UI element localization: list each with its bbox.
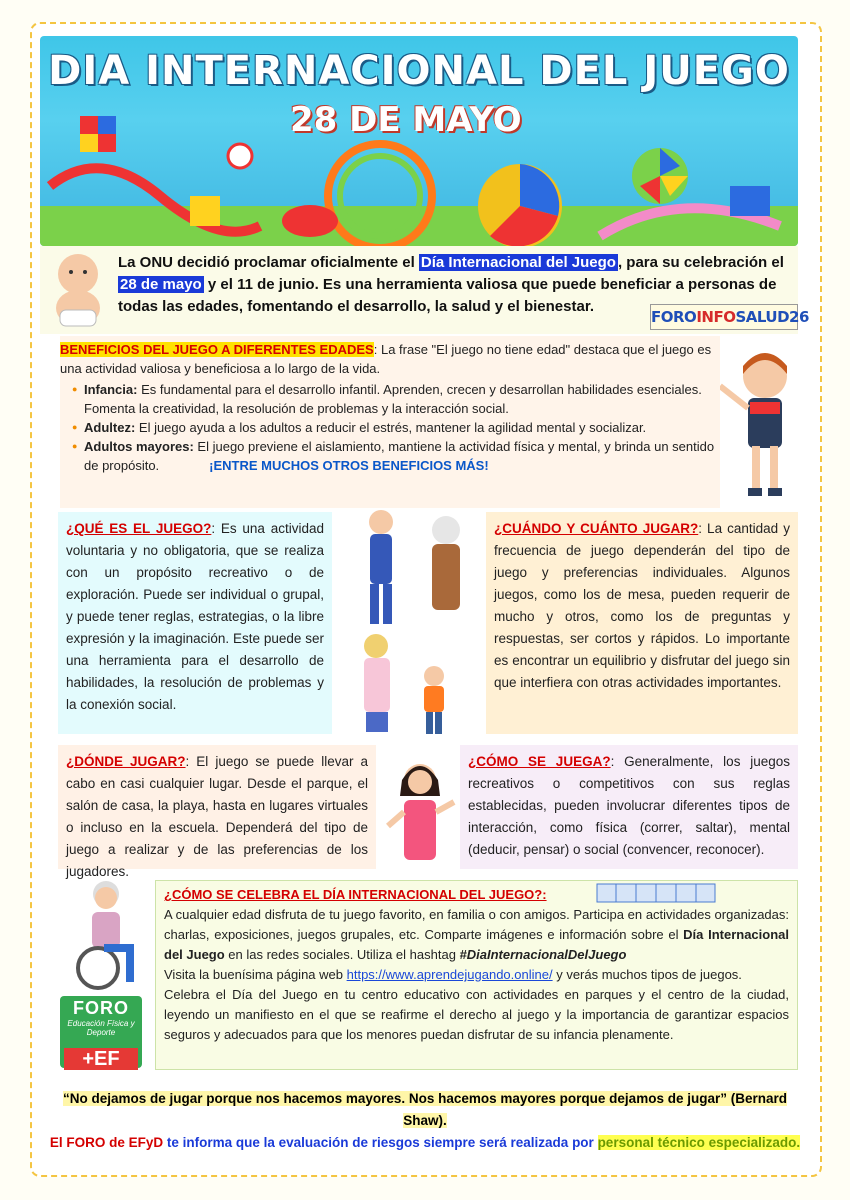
cuando-heading: ¿CUÁNDO Y CUÁNTO JUGAR? — [494, 521, 699, 536]
more-benefits-text: ¡ENTRE MUCHOS OTROS BENEFICIOS MÁS! — [209, 458, 489, 473]
wheelchair-illustration — [62, 878, 150, 990]
celebra-heading: ¿CÓMO SE CELEBRA EL DÍA INTERNACIONAL DEL JUEGO?: — [164, 887, 547, 902]
logo-part-3: SALUD26 — [735, 308, 809, 326]
footer — [40, 1088, 810, 1154]
bird-toy — [282, 205, 338, 237]
que-es-heading: ¿QUÉ ES EL JUEGO? — [66, 521, 212, 536]
intro-text-2: , para su celebración el — [617, 254, 784, 271]
footer-quote: “No dejamos de jugar porque nos hacemos mayores. Nos hacemos mayores porque dejamos de jugar” (Bernard Shaw). — [63, 1091, 787, 1128]
footer-org: El FORO de EFyD — [49, 1135, 164, 1150]
banner-title: DIA INTERNACIONAL DEL JUEGO — [48, 48, 790, 94]
baby-illustration — [46, 250, 110, 330]
block-toy — [730, 186, 770, 216]
benefits-intro-text: : La frase "El juego no tiene edad" destaca que el juego es una actividad valiosa y beneficiosa a lo largo de la vida. — [60, 342, 712, 376]
celebra-p3: Celebra el Día del Juego en tu centro educativo con actividades en parques y el centro de la ciudad, leyendo un manifiesto en el que se reafirme el derecho al juego y la importancia de garantizar espacios seguros y adecuados para que los menores puedan disfrutar de su infancia plenamente. — [164, 987, 789, 1042]
intro-text-3: y el 11 de junio. Es una herramienta valiosa que puede beneficiar a personas de todas las edades, fomentando el desarrollo, la salud y el bienestar. — [118, 276, 777, 315]
donde-text: : El juego se puede llevar a cabo en casi cualquier lugar. Desde el parque, el salón de casa, la playa, hasta en lugares virtuales o incluso en la escuela. Dependerá del tipo de juego a realizar y de las preferencias de los jugadores. — [66, 754, 368, 879]
header-banner — [40, 36, 798, 246]
celebra-p2 — [164, 965, 789, 985]
intro-text-1: La ONU decidió proclamar oficialmente el — [118, 254, 419, 271]
item-text: El juego ayuda a los adultos a reducir el estrés, mantener la agilidad mental y socializar. — [135, 420, 647, 435]
intro-highlight-date: 28 de mayo — [120, 276, 202, 293]
celebra-p2-text: Visita la buenísima página web — [164, 967, 347, 982]
list-item — [72, 380, 720, 418]
woman-illustration — [384, 756, 456, 872]
celebra-section — [155, 880, 798, 1070]
logo-part-1: FORO — [651, 308, 697, 326]
celebra-p1-text-b: en las redes sociales. Utiliza el hashtag — [224, 947, 460, 962]
item-label: Adultos mayores: — [84, 439, 194, 454]
benefits-heading: BENEFICIOS DEL JUEGO A DIFERENTES EDADES — [60, 342, 374, 357]
list-item — [72, 418, 720, 437]
banner-date: 28 DE MAYO — [290, 100, 522, 140]
foro-logo-subtitle: Educación Física y Deporte — [67, 1019, 135, 1037]
item-text: El juego previene el aislamiento, mantiene la actividad física y mental, y brinda un sentido de propósito. — [84, 439, 715, 473]
item-text: Es fundamental para el desarrollo infantil. Aprenden, crecen y desarrollan habilidades esenciales. Fomenta la creatividad, la resolución de problemas y la interacción social. — [84, 382, 702, 416]
foroinfosalud-logo — [650, 304, 809, 330]
celebra-p2-text-b: y verás muchos tipos de juegos. — [552, 967, 742, 982]
foro-logo-title: FORO — [73, 998, 129, 1018]
celebra-p1-text: A cualquier edad disfruta de tu juego favorito, en familia o con amigos. Participa en actividades organizadas: charlas, exposiciones, juegos grupales, etc. Comparte imágenes e información sobre el — [164, 907, 789, 942]
como-text: : Generalmente, los juegos recreativos o competitivos con sus reglas establecidas, pueden involucrar diferentes tipos de interacción, como física (correr, saltar), mental (deducir, pensar) o social (convencer, reconocer). — [468, 754, 791, 857]
item-label: Adultez: — [84, 420, 136, 435]
benefits-list — [60, 378, 720, 475]
benefits-section — [60, 336, 720, 508]
cuando-text: : La cantidad y frecuencia de juego dependerán del tipo de juego y preferencias individuales. Algunos juegos, como los de mesa, pueden requerir de mucho y otros, como los de preguntas y respuestas, ser cortos y rápidos. Lo importante es encontrar un equilibrio y disfrutar del juego sin que interfiera con otras actividades importantes. — [494, 521, 791, 690]
ball-icon — [228, 144, 252, 168]
donde-heading: ¿DÓNDE JUGAR? — [66, 754, 186, 769]
family-illustration — [336, 506, 476, 742]
wheel-icon — [78, 948, 118, 988]
celebra-day-bold: Día Internacional del Juego — [164, 927, 789, 962]
item-label: Infancia: — [84, 382, 138, 397]
celebra-p1 — [164, 905, 789, 965]
como-heading: ¿CÓMO SE JUEGA? — [468, 754, 611, 769]
list-item — [72, 437, 720, 475]
cuando-section — [486, 512, 798, 734]
footer-notice: te informa que la evaluación de riesgos siempre será realizada por — [163, 1135, 598, 1150]
foro-efyd-logo — [60, 996, 142, 1068]
footer-specialist: personal técnico especializado. — [597, 1135, 801, 1150]
benefits-intro — [60, 336, 720, 378]
que-es-text: : Es una actividad voluntaria y no obligatoria, que se realiza con un propósito recreativo o de exploración. Puede ser individual o grupal, y puede tener reglas, estrategias, o la libre expresión y la imaginación. Este puede ser una herramienta para el desarrollo de habilidades, la resolución de problemas y la conexión social. — [66, 521, 324, 712]
website-link[interactable]: https://www.aprendejugando.online/ — [346, 967, 553, 982]
foro-logo-mark: +EF — [64, 1048, 138, 1070]
hashtag-text: #DiaInternacionalDelJuego — [459, 947, 627, 962]
donde-section — [58, 745, 376, 879]
girl-illustration — [720, 346, 800, 506]
hopscotch-icon — [596, 880, 716, 906]
que-es-section — [58, 512, 332, 734]
intro-highlight-day: Día Internacional del Juego — [420, 254, 616, 271]
logo-part-2: INFO — [696, 308, 736, 326]
como-section — [460, 745, 798, 869]
